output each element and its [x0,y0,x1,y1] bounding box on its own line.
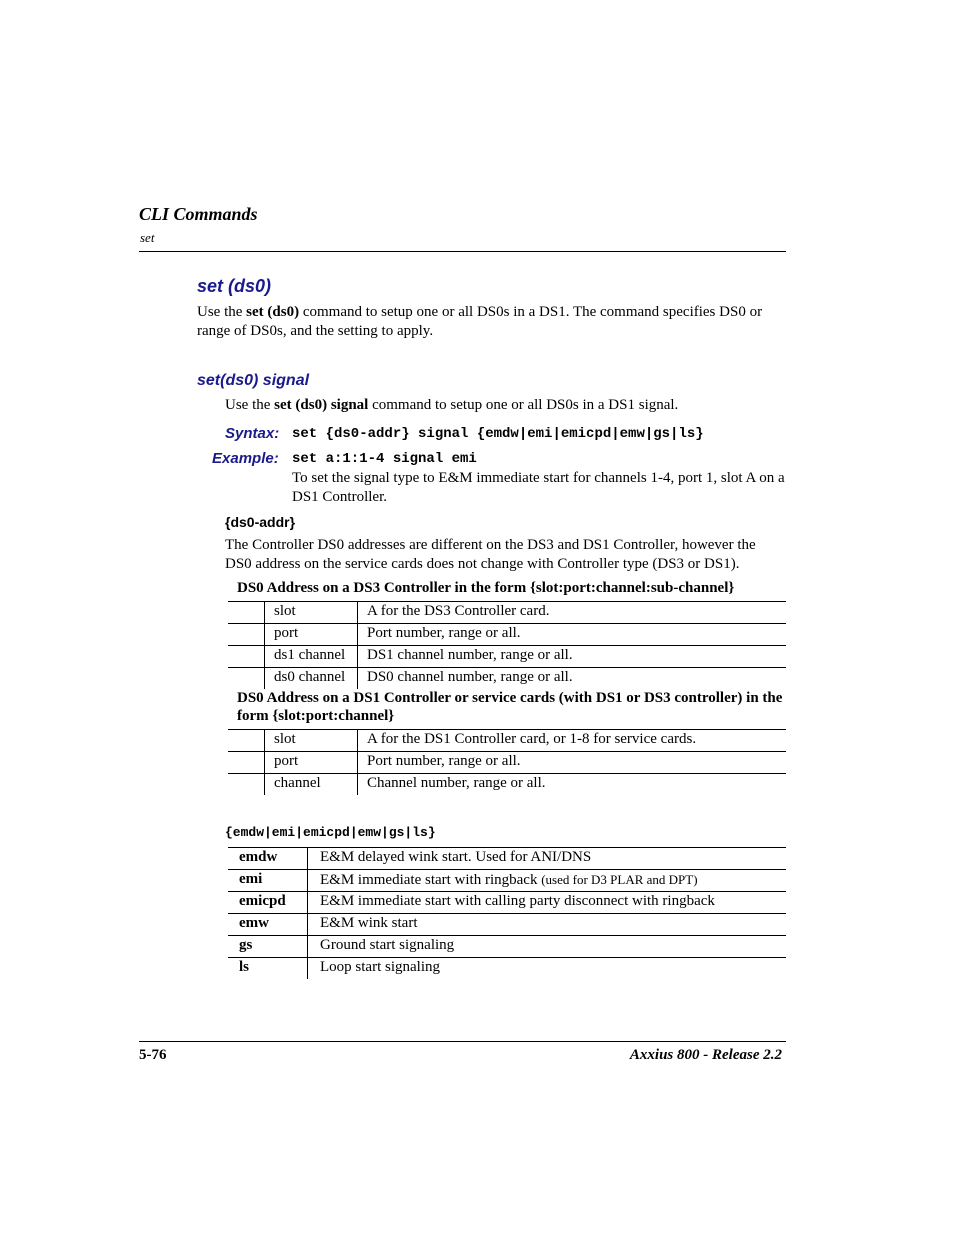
signal-description-cell [308,936,787,958]
section-intro: Use the set (ds0) command to setup one or all DS0s in a DS1. The command specifies DS0 or range of DS0s, and the setting to apply. [197,304,763,339]
ds1-address-description-cell: A for the DS1 Controller card, or 1-8 for service cards. [358,730,787,752]
ds3-address-indent-cell [228,646,265,668]
ds1-address-description-cell: Channel number, range or all. [367,775,546,791]
signal-types-table [228,848,786,979]
running-header-title: CLI Commands [139,204,258,224]
signal-row [228,870,786,892]
signal-code-cell: emw [228,914,308,936]
subsection-intro-command: set (ds0) signal [274,397,369,413]
signal-description: E&M immediate start with ringback [320,872,542,888]
signal-description-cell [308,914,787,936]
signal-description-cell [308,870,787,892]
product-release: Axxius 800 - Release 2.2 [629,1047,782,1063]
ds0-addr-description: The Controller DS0 addresses are different on the DS3 and DS1 Controller, however the DS0 address on the service cards does not change with Controller type (DS3 or DS1). [225,537,756,572]
ds3-address-indent-cell [228,624,265,646]
signal-code-cell: emicpd [228,892,308,914]
signal-description: E&M wink start [320,915,418,931]
ds3-address-field-cell: ds1 channel [265,646,358,668]
ds3-address-description-cell: Port number, range or all. [358,624,787,646]
ds3-address-description-cell: DS0 channel number, range or all. [367,669,573,685]
running-header-subtitle: set [140,230,155,245]
ds3-address-table [228,602,786,689]
ds1-address-table [228,730,786,795]
example-label: Example: [212,450,279,467]
ds1-address-indent-cell [228,730,265,752]
ds0-addr-heading: {ds0-addr} [225,514,296,530]
example-description: To set the signal type to E&M immediate start for channels 1-4, port 1, slot A on a DS1 Controller. [292,470,785,505]
ds3-address-field-cell: port [265,624,358,646]
signal-row [228,892,786,914]
ds1-address-indent-cell [228,774,265,796]
ds1-address-field-cell: port [265,752,358,774]
signal-types-heading: {emdw|emi|emicpd|emw|gs|ls} [225,825,436,840]
ds3-address-row [228,668,786,690]
ds3-address-row [228,602,786,624]
signal-description: E&M delayed wink start. Used for ANI/DNS [320,849,592,865]
section-heading: set (ds0) [197,276,272,296]
header-rule [139,251,786,252]
ds1-address-field-cell: channel [265,774,358,796]
signal-code-cell: gs [228,936,308,958]
signal-description: Loop start signaling [320,959,440,975]
example-value: set a:1:1-4 signal emi [292,451,477,467]
ds1-address-row [228,774,786,796]
signal-description: Ground start signaling [320,937,455,953]
signal-note: (used for D3 PLAR and DPT) [541,872,698,887]
ds3-address-field-cell: ds0 channel [265,668,358,690]
ds1-address-field-cell: slot [265,730,358,752]
ds1-address-indent-cell [228,752,265,774]
ds1-address-table-title: DS0 Address on a DS1 Controller or service cards (with DS1 or DS3 controller) in the form {slot:port:channel} [237,690,783,724]
page-number: 5-76 [139,1047,167,1063]
ds1-address-row [228,730,786,752]
signal-code-cell: emdw [228,848,308,870]
ds3-address-description-cell: A for the DS3 Controller card. [358,602,787,624]
signal-description-cell [308,958,787,980]
signal-description-cell [308,848,787,870]
signal-description-cell [308,892,787,914]
signal-row [228,914,786,936]
footer-rule [139,1041,786,1042]
ds1-address-description-cell: Port number, range or all. [358,752,787,774]
ds3-address-field-cell: slot [265,602,358,624]
ds1-address-row [228,752,786,774]
signal-code-cell: emi [228,870,308,892]
ds3-address-description-cell: DS1 channel number, range or all. [358,646,787,668]
ds3-address-row [228,646,786,668]
ds3-address-table-title: DS0 Address on a DS3 Controller in the form {slot:port:channel:sub-channel} [237,580,735,596]
section-intro-command: set (ds0) [246,304,300,320]
subsection-heading: set(ds0) signal [197,372,310,389]
signal-row [228,936,786,958]
syntax-value: set {ds0-addr} signal {emdw|emi|emicpd|emw|gs|ls} [292,426,704,442]
subsection-intro: Use the set (ds0) signal command to setup one or all DS0s in a DS1 signal. [225,397,679,413]
ds3-address-indent-cell [228,668,265,690]
signal-row [228,958,786,980]
signal-row [228,848,786,870]
syntax-label: Syntax: [225,425,280,442]
ds3-address-indent-cell [228,602,265,624]
signal-code-cell: ls [228,958,308,980]
ds3-address-row [228,624,786,646]
signal-description: E&M immediate start with calling party disconnect with ringback [320,893,715,909]
